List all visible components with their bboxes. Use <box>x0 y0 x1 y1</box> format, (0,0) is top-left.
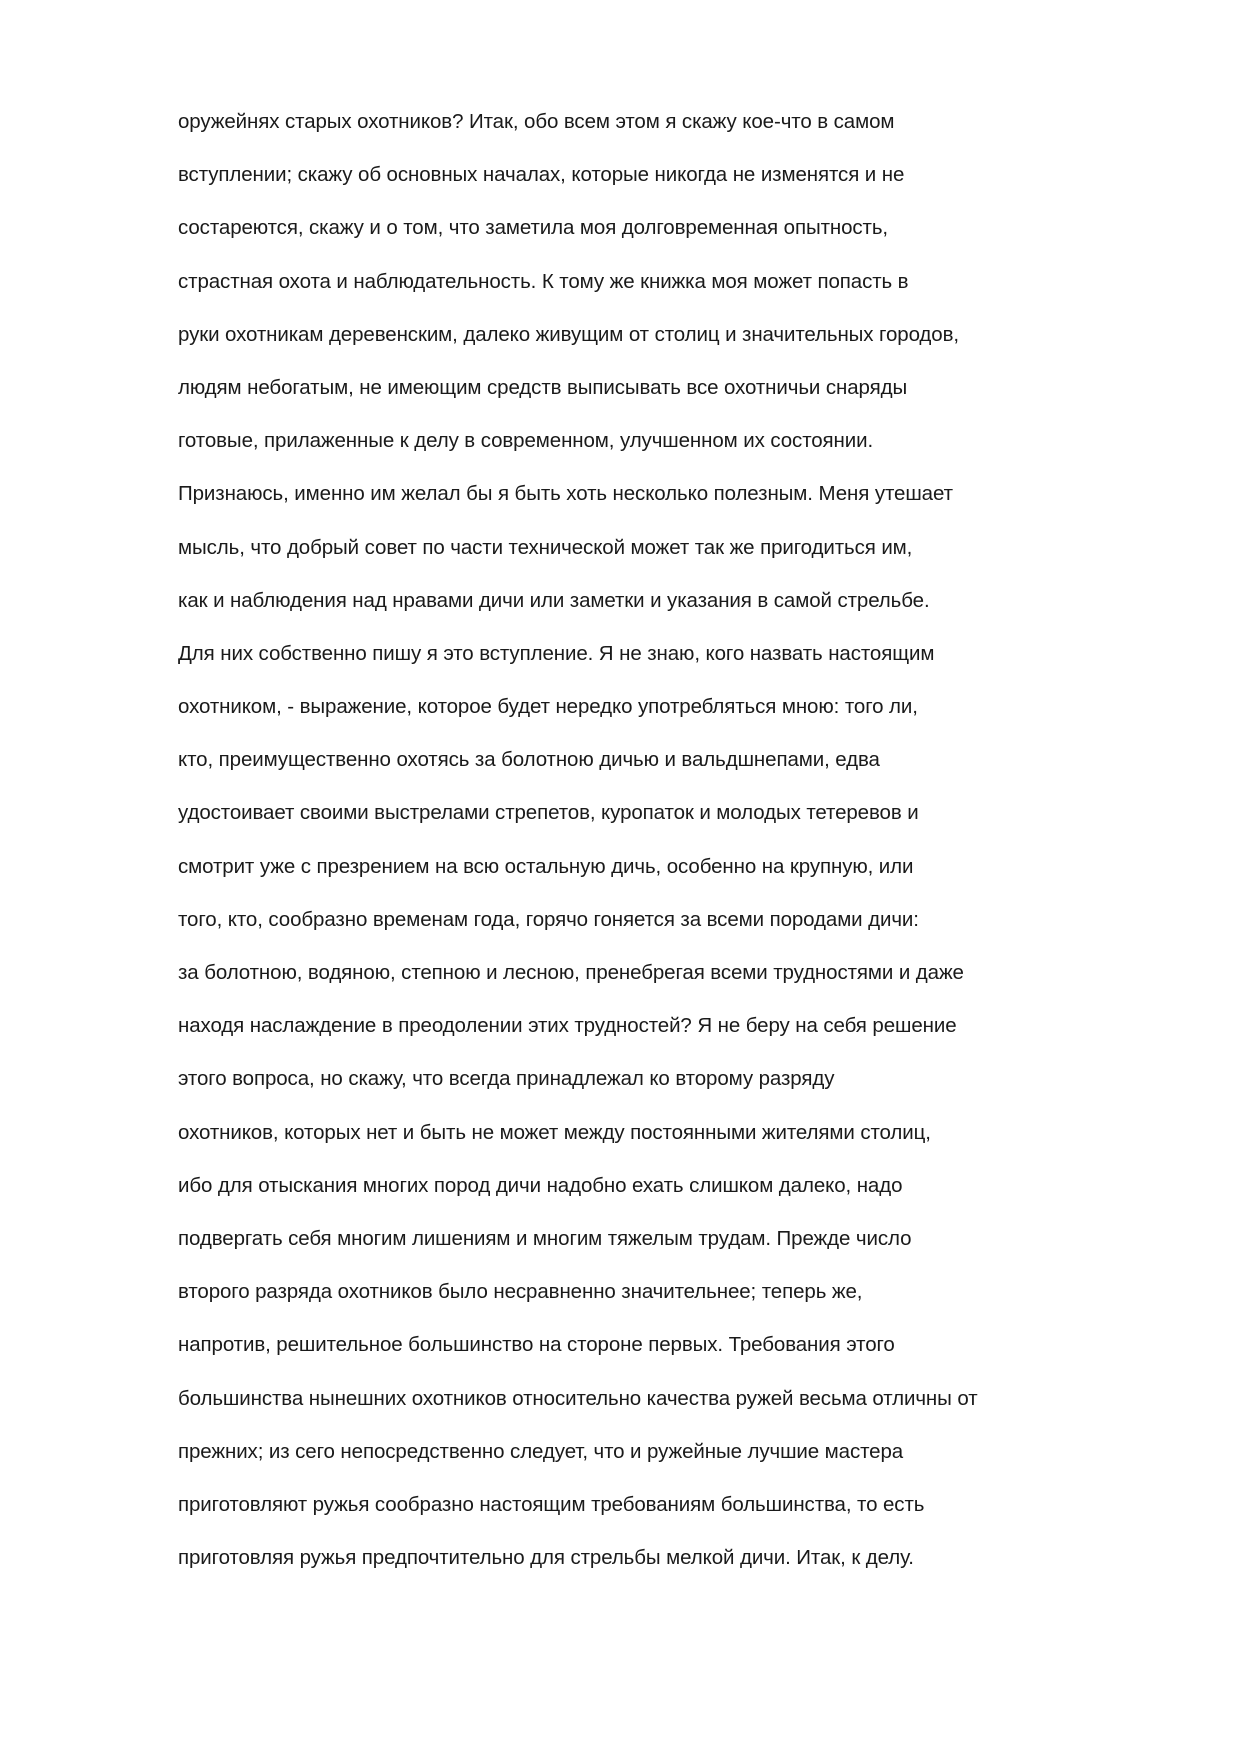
text-line: ибо для отыскания многих пород дичи надобно ехать слишком далеко, надо <box>178 1173 903 1197</box>
body-text <box>178 108 1078 1597</box>
text-line: прежних; из сего непосредственно следует, что и ружейные лучшие мастера <box>178 1439 904 1463</box>
text-line: смотрит уже с презрением на всю остальную дичь, особенно на крупную, или <box>178 854 914 878</box>
text-line: оружейнях старых охотников? Итак, обо всем этом я скажу кое-что в самом <box>178 110 895 133</box>
text-line: второго разряда охотников было несравненно значительнее; теперь же, <box>178 1280 863 1304</box>
text-line: страстная охота и наблюдательность. К тому же книжка моя может попасть в <box>178 269 909 293</box>
text-line: людям небогатым, не имеющим средств выписывать все охотничьи снаряды <box>178 375 908 399</box>
text-line: Признаюсь, именно им желал бы я быть хоть несколько полезным. Меня утешает <box>178 482 953 506</box>
text-line: как и наблюдения над нравами дичи или заметки и указания в самой стрельбе. <box>178 588 930 612</box>
text-line: мысль, что добрый совет по части технической может так же пригодиться им, <box>178 535 913 559</box>
text-line: готовые, прилаженные к делу в современном, улучшенном их состоянии. <box>178 429 874 453</box>
text-line: находя наслаждение в преодолении этих трудностей? Я не беру на себя решение <box>178 1014 957 1038</box>
text-line: удостоивает своими выстрелами стрепетов, куропаток и молодых тетеревов и <box>178 801 919 825</box>
text-line: за болотною, водяною, степною и лесною, пренебрегая всеми трудностями и даже <box>178 961 964 984</box>
text-line: напротив, решительное большинство на стороне первых. Требования этого <box>178 1333 895 1357</box>
text-line: подвергать себя многим лишениям и многим тяжелым трудам. Прежде число <box>178 1226 912 1250</box>
text-line: приготовляя ружья предпочтительно для стрельбы мелкой дичи. Итак, к делу. <box>178 1546 914 1570</box>
text-line: охотников, которых нет и быть не может между постоянными жителями столиц, <box>178 1120 931 1144</box>
text-line: состареются, скажу и о том, что заметила моя долговременная опытность, <box>178 216 889 240</box>
text-line: этого вопроса, но скажу, что всегда принадлежал ко второму разряду <box>178 1067 835 1091</box>
text-line: вступлении; скажу об основных началах, которые никогда не изменятся и не <box>178 163 905 187</box>
text-line: руки охотникам деревенским, далеко живущим от столиц и значительных городов, <box>178 322 959 346</box>
text-line: Для них собственно пишу я это вступление. Я не знаю, кого назвать настоящим <box>178 641 935 665</box>
text-line: того, кто, сообразно временам года, горячо гоняется за всеми породами дичи: <box>178 907 919 931</box>
text-line: охотником, - выражение, которое будет нередко употребляться мною: того ли, <box>178 695 918 719</box>
text-line: приготовляют ружья сообразно настоящим требованиям большинства, то есть <box>178 1492 925 1516</box>
text-line: кто, преимущественно охотясь за болотною дичью и вальдшнепами, едва <box>178 748 880 772</box>
text-line: большинства нынешних охотников относительно качества ружей весьма отличны от <box>178 1386 978 1410</box>
